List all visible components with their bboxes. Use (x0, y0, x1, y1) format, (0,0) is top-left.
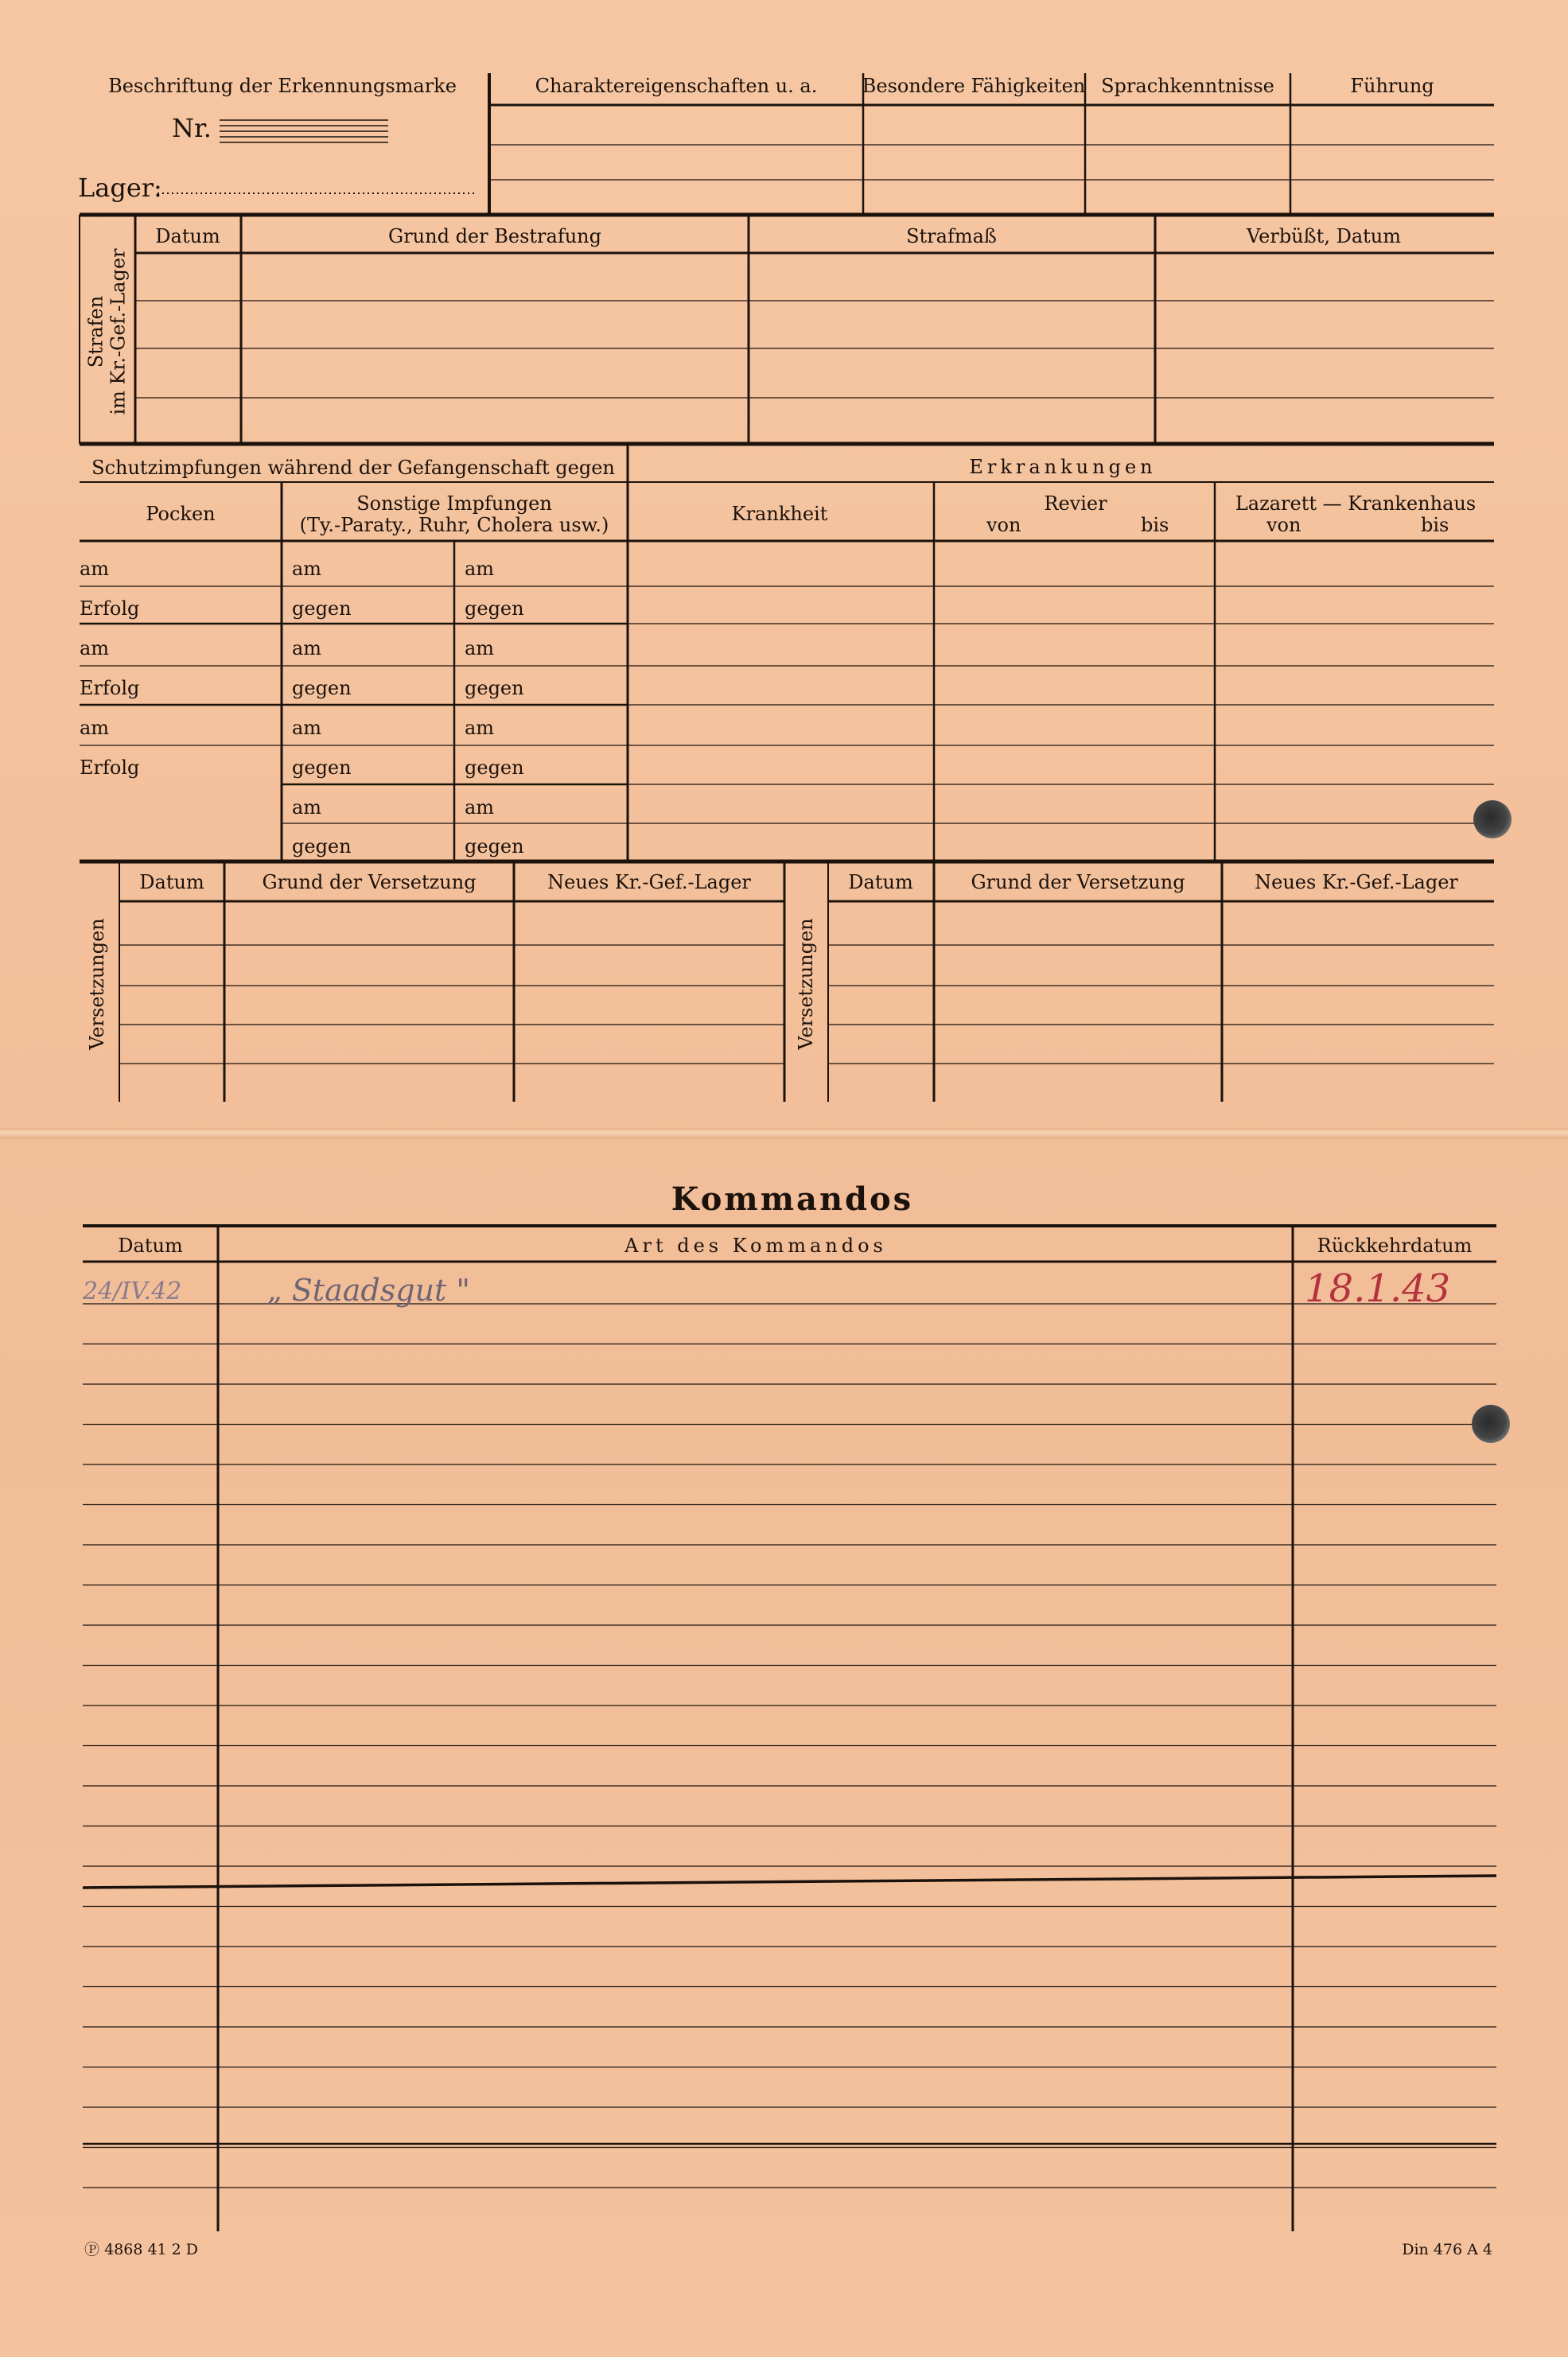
pocken-row: Erfolg (80, 677, 140, 699)
header-sprachen: Sprachkenntnisse (1101, 75, 1274, 97)
header-fuehrung: Führung (1350, 75, 1434, 97)
header-charakter: Charaktereigenschaften u. a. (535, 75, 818, 97)
impf-cell-b: am (465, 796, 495, 819)
vers-left-header-datum: Datum (139, 871, 204, 893)
vers-right-header-grund: Grund der Versetzung (971, 871, 1185, 893)
impf-cell-a: am (292, 558, 322, 580)
lazarett-bis: bis (1421, 514, 1449, 536)
vers-left-header-grund: Grund der Versetzung (262, 871, 477, 893)
impfungen-sonstige-2: (Ty.-Paraty., Ruhr, Cholera usw.) (299, 514, 609, 536)
erkrankungen-title: Erkrankungen (969, 456, 1157, 478)
kommandos-header-rueckkehr: Rückkehrdatum (1317, 1235, 1473, 1257)
punch-hole-top (1473, 800, 1512, 838)
strafen-header-strafmass: Strafmaß (906, 225, 997, 247)
impf-cell-b: gegen (465, 835, 524, 858)
entry-art: „ Staadsgut " (267, 1273, 470, 1308)
revier-bis: bis (1141, 514, 1169, 536)
impf-cell-b: gegen (465, 677, 524, 699)
entry-rueckkehr: 18.1.43 (1305, 1266, 1451, 1311)
vers-left-header-lager: Neues Kr.-Gef.-Lager (547, 871, 751, 893)
kommandos-header-datum: Datum (118, 1235, 183, 1257)
revier-von: von (986, 514, 1021, 536)
vers-right-header-datum: Datum (848, 871, 913, 893)
kommandos-title: Kommandos (671, 1180, 914, 1218)
footer-right: Din 476 A 4 (1402, 2241, 1492, 2258)
kommandos-header-art: Art des Kommandos (624, 1235, 887, 1257)
strafen-header-grund: Grund der Bestrafung (388, 225, 601, 247)
pocken-row: Erfolg (80, 597, 140, 620)
punch-hole-bottom (1472, 1405, 1510, 1443)
impf-cell-a: am (292, 796, 322, 819)
impf-cell-a: gegen (292, 677, 352, 699)
strafen-header-datum: Datum (155, 225, 220, 247)
pocken-row: am (80, 558, 110, 580)
impf-cell-a: gegen (292, 756, 352, 779)
entry-datum: 24/IV.42 (83, 1278, 182, 1305)
header-faehigkeiten: Besondere Fähigkeiten (862, 75, 1086, 97)
impfungen-title: Schutzimpfungen während der Gefangenschaft gegen (91, 457, 615, 479)
tag-label: Beschriftung der Erkennungsmarke (108, 75, 457, 97)
pocken-row: Erfolg (80, 756, 140, 779)
impf-cell-b: am (465, 717, 495, 739)
footer-left: Ⓟ 4868 41 2 D (84, 2241, 199, 2258)
erkrankungen-revier: Revier (1044, 492, 1107, 515)
impf-cell-b: am (465, 558, 495, 580)
lazarett-von: von (1266, 514, 1301, 536)
pocken-row: am (80, 717, 110, 739)
vers-right-header-lager: Neues Kr.-Gef.-Lager (1255, 871, 1458, 893)
impf-cell-a: gegen (292, 597, 352, 620)
versetzungen-side-label-left: Versetzungen (86, 918, 109, 1050)
erkrankungen-krankheit: Krankheit (731, 503, 828, 525)
nr-label: Nr. (172, 113, 212, 143)
pocken-row: am (80, 637, 110, 659)
impf-cell-a: gegen (292, 835, 352, 858)
impf-cell-b: am (465, 637, 495, 659)
strafen-side-label: Strafen im Kr.-Gef.-Lager (84, 248, 129, 415)
impfungen-pocken: Pocken (146, 503, 216, 525)
impfungen-sonstige-1: Sonstige Impfungen (356, 492, 552, 515)
copyright-icon: Ⓟ (84, 2241, 100, 2258)
erkrankungen-lazarett: Lazarett — Krankenhaus (1235, 492, 1477, 515)
impf-cell-b: gegen (465, 597, 524, 620)
versetzungen-side-label-right: Versetzungen (795, 918, 818, 1050)
impf-cell-a: am (292, 717, 322, 739)
strafen-header-verbuesst: Verbüßt, Datum (1247, 225, 1401, 247)
impf-cell-a: am (292, 637, 322, 659)
impf-cell-b: gegen (465, 756, 524, 779)
lager-label: Lager: (78, 173, 162, 203)
